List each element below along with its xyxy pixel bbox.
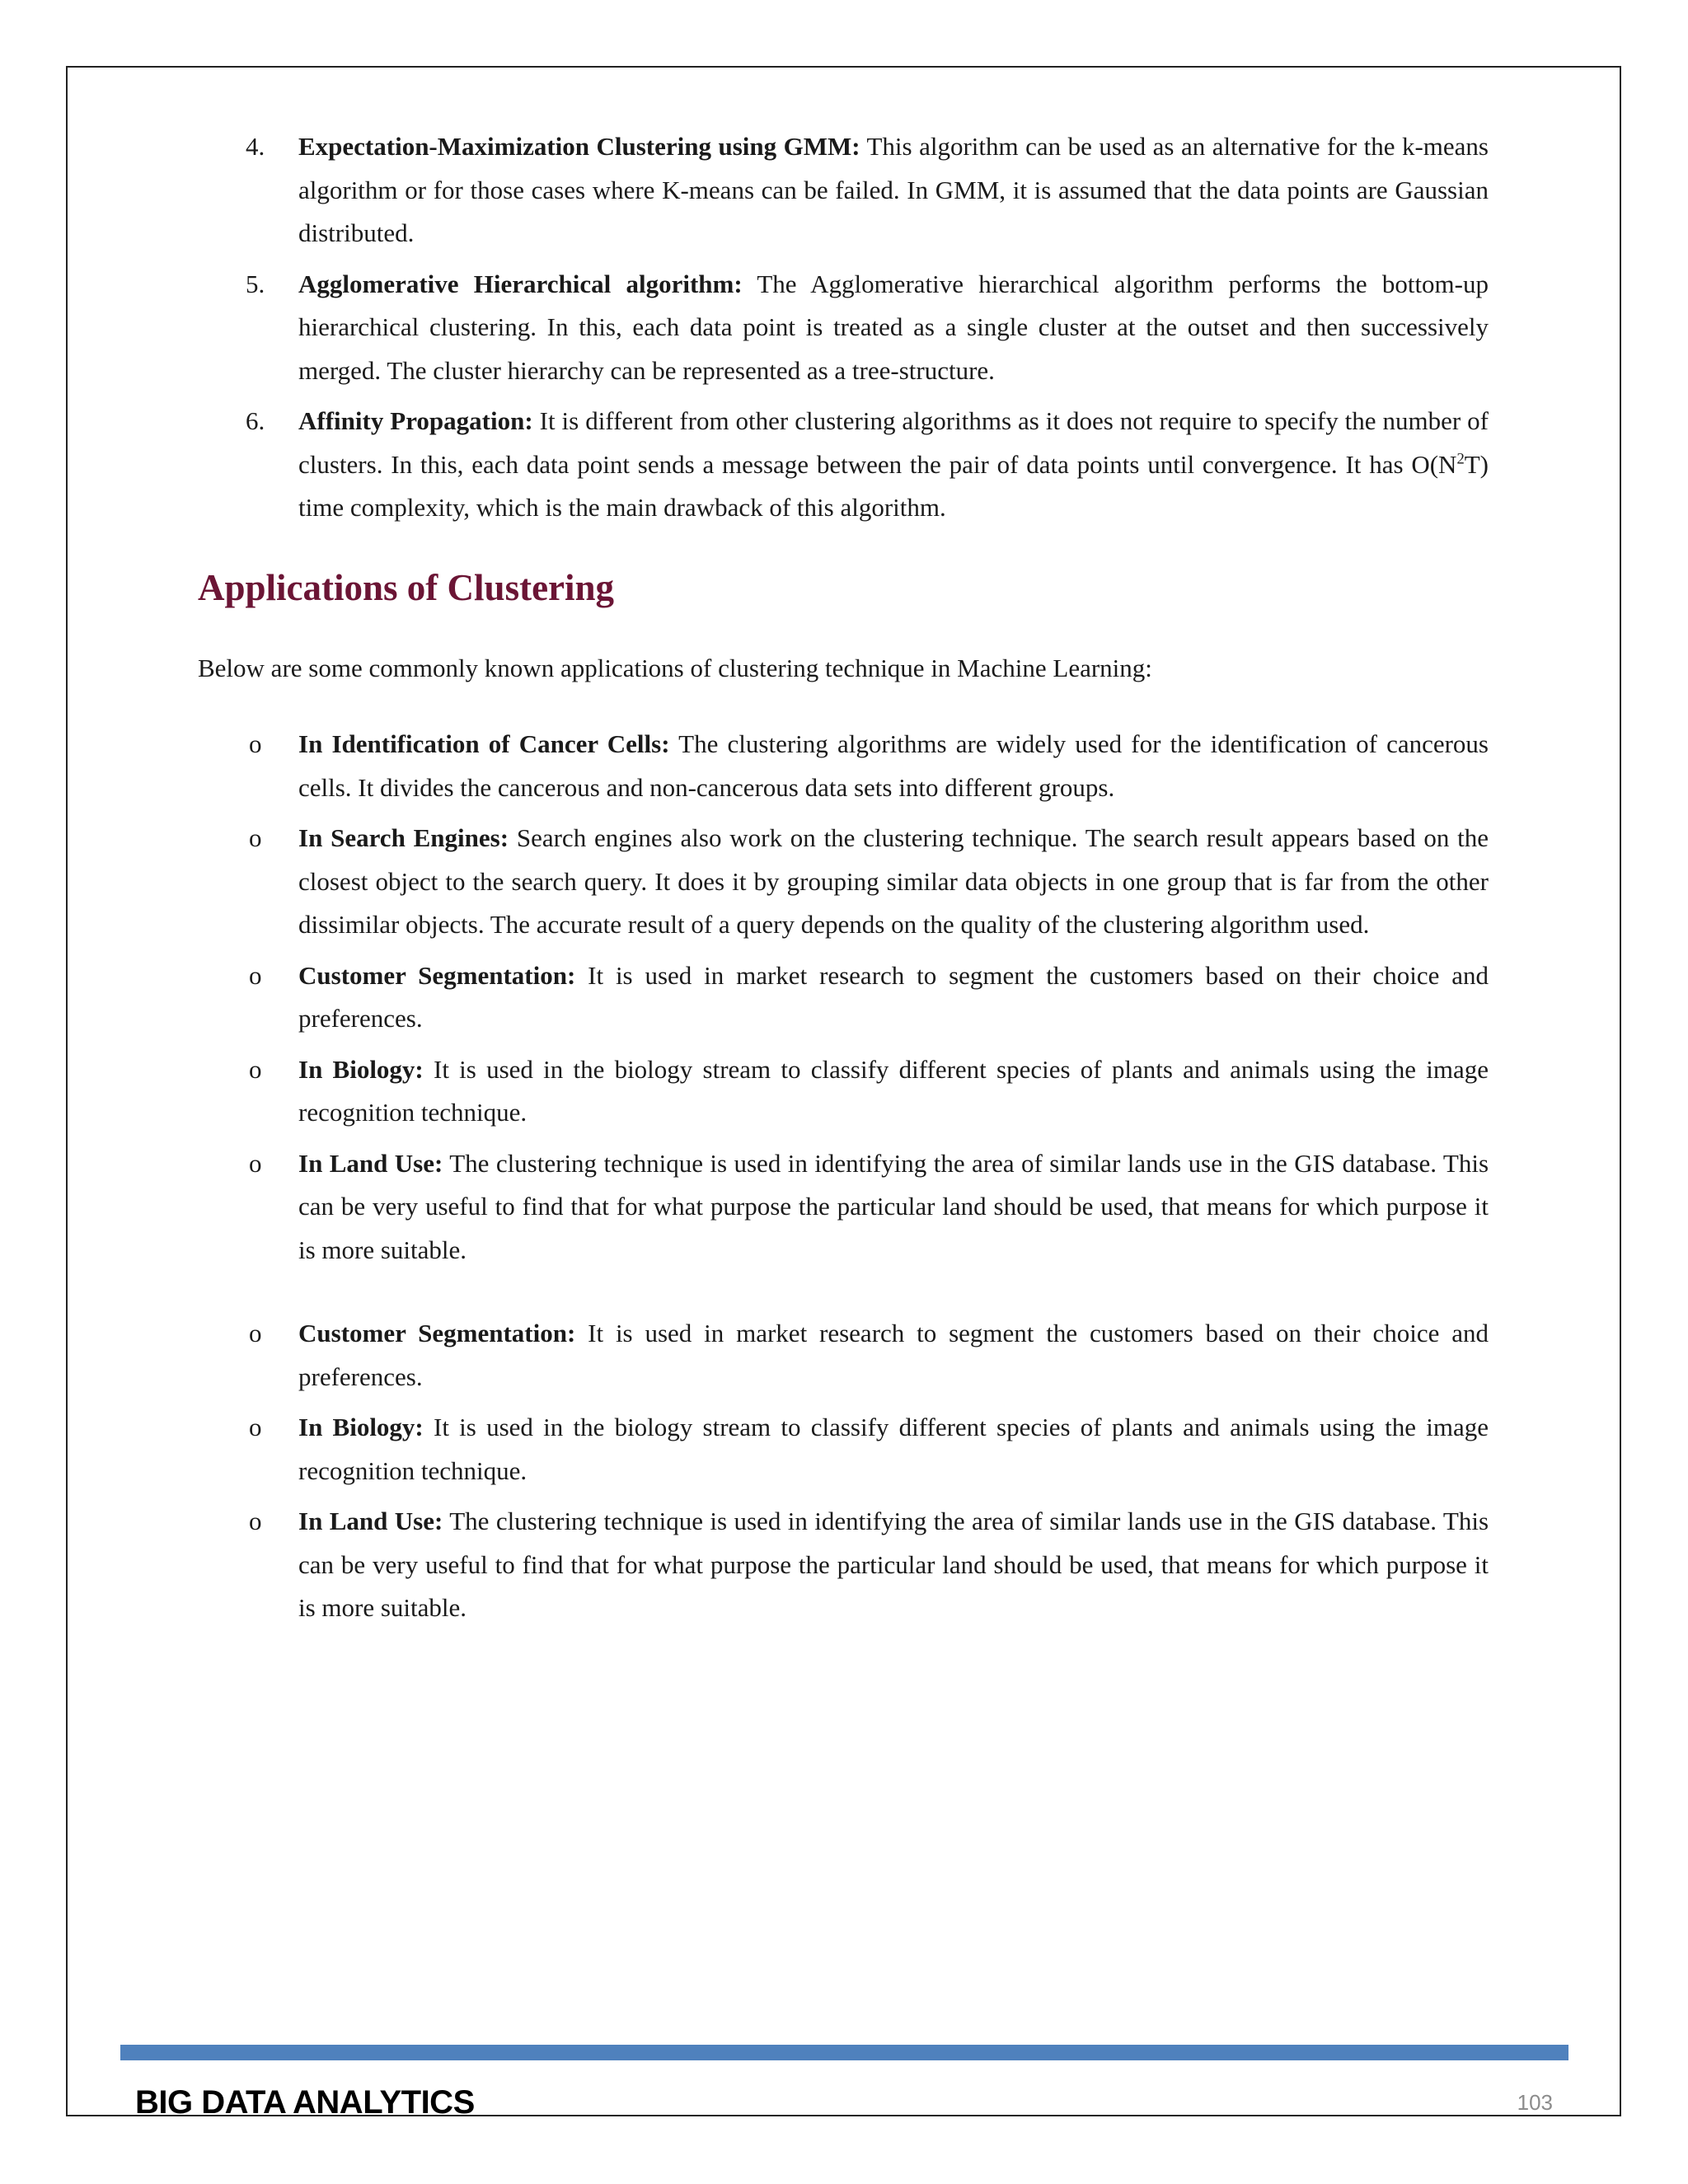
bullet-icon: o bbox=[249, 1507, 262, 1535]
list-item bbox=[198, 1048, 1489, 1135]
list-item bbox=[198, 817, 1489, 947]
list-number: 6. bbox=[246, 406, 265, 435]
bullet-icon: o bbox=[249, 1054, 262, 1084]
item-text: The clustering technique is used in identifying the area of similar lands use in the GIS database. This can be very useful to find that for what purpose the particular land should be used, that means for which purpose it is more suitable. bbox=[298, 1507, 1489, 1622]
item-text: T) time complexity, which is the main drawback of this algorithm. bbox=[298, 449, 1489, 522]
bullet-icon: o bbox=[249, 729, 262, 758]
list-item bbox=[198, 1312, 1489, 1399]
item-title: Affinity Propagation: bbox=[298, 406, 533, 435]
superscript: 2 bbox=[1456, 450, 1465, 468]
footer-title: BIG DATA ANALYTICS bbox=[135, 2084, 475, 2121]
item-text: It is different from other clustering algorithms as it does not require to specify the number of clusters. In this, each data point sends a message between the pair of data points until convergence. It has O(N bbox=[298, 406, 1489, 479]
page-content bbox=[198, 125, 1489, 1638]
item-text: The clustering algorithms are widely used for the identification of cancerous cells. It divides the cancerous and non-cancerous data sets into different groups. bbox=[298, 729, 1489, 802]
list-item bbox=[198, 125, 1489, 255]
list-item bbox=[198, 723, 1489, 809]
bullet-icon: o bbox=[249, 1319, 262, 1347]
section-intro: Below are some commonly known applications of clustering technique in Machine Learning: bbox=[198, 653, 1152, 682]
list-item bbox=[198, 400, 1489, 530]
bullet-icon: o bbox=[249, 823, 262, 852]
item-text: Search engines also work on the clustering technique. The search result appears based on the closest object to the search query. It does it by grouping similar data objects in one group that is far from the other dissimilar objects. The accurate result of a query depends on the quality of the clustering algorithm used. bbox=[298, 823, 1489, 939]
item-title: In Land Use: bbox=[298, 1507, 443, 1535]
algorithm-list bbox=[198, 125, 1489, 530]
list-item bbox=[198, 1406, 1489, 1493]
list-item bbox=[198, 1142, 1489, 1272]
section-heading: Applications of Clustering bbox=[198, 566, 615, 608]
item-title: In Search Engines: bbox=[298, 823, 509, 852]
item-title: In Biology: bbox=[298, 1413, 424, 1441]
bullet-icon: o bbox=[249, 1148, 262, 1178]
footer-bar bbox=[120, 2045, 1568, 2060]
item-text: It is used in market research to segment the customers based on their choice and preferences. bbox=[298, 1319, 1489, 1391]
item-text: It is used in the biology stream to classify different species of plants and animals using the image recognition technique. bbox=[298, 1054, 1489, 1127]
item-title: In Land Use: bbox=[298, 1148, 443, 1178]
item-text: It is used in the biology stream to classify different species of plants and animals using the image recognition technique. bbox=[298, 1413, 1489, 1485]
item-text: The Agglomerative hierarchical algorithm performs the bottom-up hierarchical clustering. In this, each data point is treated as a single cluster at the outset and then successively merged. The cluster hierarchy can be represented as a tree-structure. bbox=[298, 269, 1489, 385]
item-text: The clustering technique is used in identifying the area of similar lands use in the GIS database. This can be very useful to find that for what purpose the particular land should be used, that means for which purpose it is more suitable. bbox=[298, 1148, 1489, 1264]
bullet-icon: o bbox=[249, 1413, 262, 1441]
item-title: In Biology: bbox=[298, 1054, 424, 1084]
spacer bbox=[198, 1279, 1489, 1312]
item-title: Agglomerative Hierarchical algorithm: bbox=[298, 269, 743, 298]
list-number: 5. bbox=[246, 269, 265, 298]
applications-list bbox=[198, 723, 1489, 1272]
item-title: Customer Segmentation: bbox=[298, 960, 576, 990]
list-item bbox=[198, 1500, 1489, 1630]
item-text: This algorithm can be used as an alternative for the k-means algorithm or for those cases where K-means can be failed. In GMM, it is assumed that the data points are Gaussian distributed. bbox=[298, 132, 1489, 247]
list-number: 4. bbox=[246, 132, 265, 161]
page-number: 103 bbox=[1517, 2090, 1553, 2115]
item-text: It is used in market research to segment the customers based on their choice and preferences. bbox=[298, 960, 1489, 1033]
bullet-icon: o bbox=[249, 960, 262, 990]
item-title: In Identification of Cancer Cells: bbox=[298, 729, 670, 758]
item-title: Customer Segmentation: bbox=[298, 1319, 576, 1347]
list-item bbox=[198, 954, 1489, 1041]
applications-list-repeat bbox=[198, 1312, 1489, 1630]
list-item bbox=[198, 263, 1489, 393]
item-title: Expectation-Maximization Clustering using GMM: bbox=[298, 132, 860, 161]
